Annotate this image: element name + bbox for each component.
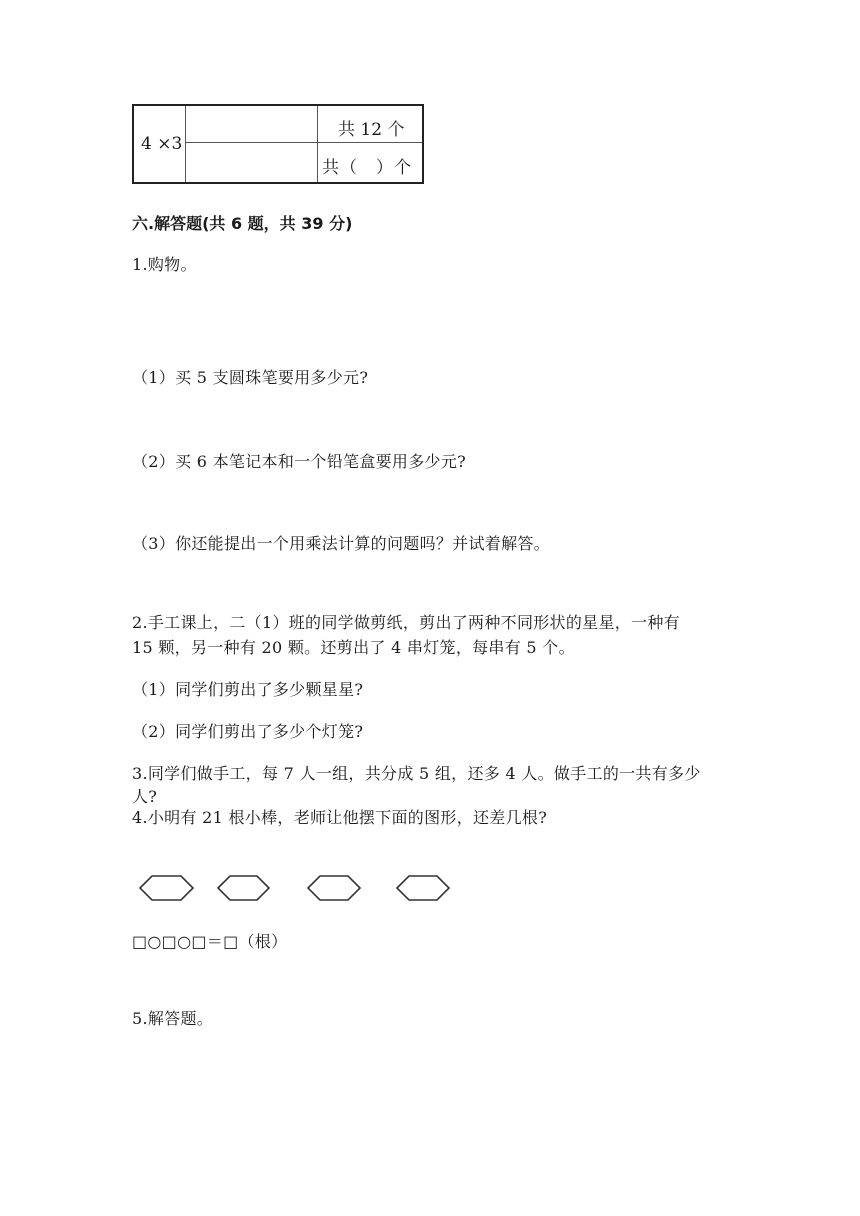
q1-sub3: （3）你还能提出一个用乘法计算的问题吗？并试着解答。	[132, 534, 550, 553]
q2-sub1: （1）同学们剪出了多少颗星星?	[132, 680, 364, 699]
hexagon-figures	[138, 872, 458, 904]
hexagon-3	[308, 876, 360, 900]
q3-line2: 人?	[132, 787, 158, 806]
table-row-divider	[186, 142, 422, 143]
section-title: 六.解答题(共 6 题，共 39 分)	[132, 214, 353, 233]
q2-sub2: （2）同学们剪出了多少个灯笼?	[132, 722, 364, 741]
table-row-label: 4 ×3	[141, 134, 183, 154]
table-row1-total: 共 12 个	[338, 120, 405, 140]
table-row2-total: 共（ ）个	[322, 158, 412, 178]
q5-title: 5.解答题。	[132, 1009, 214, 1028]
q1-title: 1.购物。	[132, 255, 197, 274]
multiplication-table	[132, 104, 424, 184]
q2-line1: 2.手工课上，二（1）班的同学做剪纸，剪出了两种不同形状的星星，一种有	[132, 613, 680, 632]
q1-sub1: （1）买 5 支圆珠笔要用多少元?	[132, 368, 369, 387]
hexagon-2	[218, 876, 269, 900]
q2-line2: 15 颗，另一种有 20 颗。还剪出了 4 串灯笼，每串有 5 个。	[132, 638, 575, 657]
q4-title: 4.小明有 21 根小棒，老师让他摆下面的图形，还差几根?	[132, 808, 548, 827]
hexagon-4	[397, 876, 449, 900]
q3-line1: 3.同学们做手工，每 7 人一组，共分成 5 组，还多 4 人。做手工的一共有多少	[132, 764, 701, 783]
hexagon-1	[140, 876, 193, 900]
table-blank-cell	[186, 106, 318, 182]
q1-sub2: （2）买 6 本笔记本和一个铅笔盒要用多少元?	[132, 452, 467, 471]
q4-formula: □○□○□＝□（根）	[132, 932, 288, 951]
